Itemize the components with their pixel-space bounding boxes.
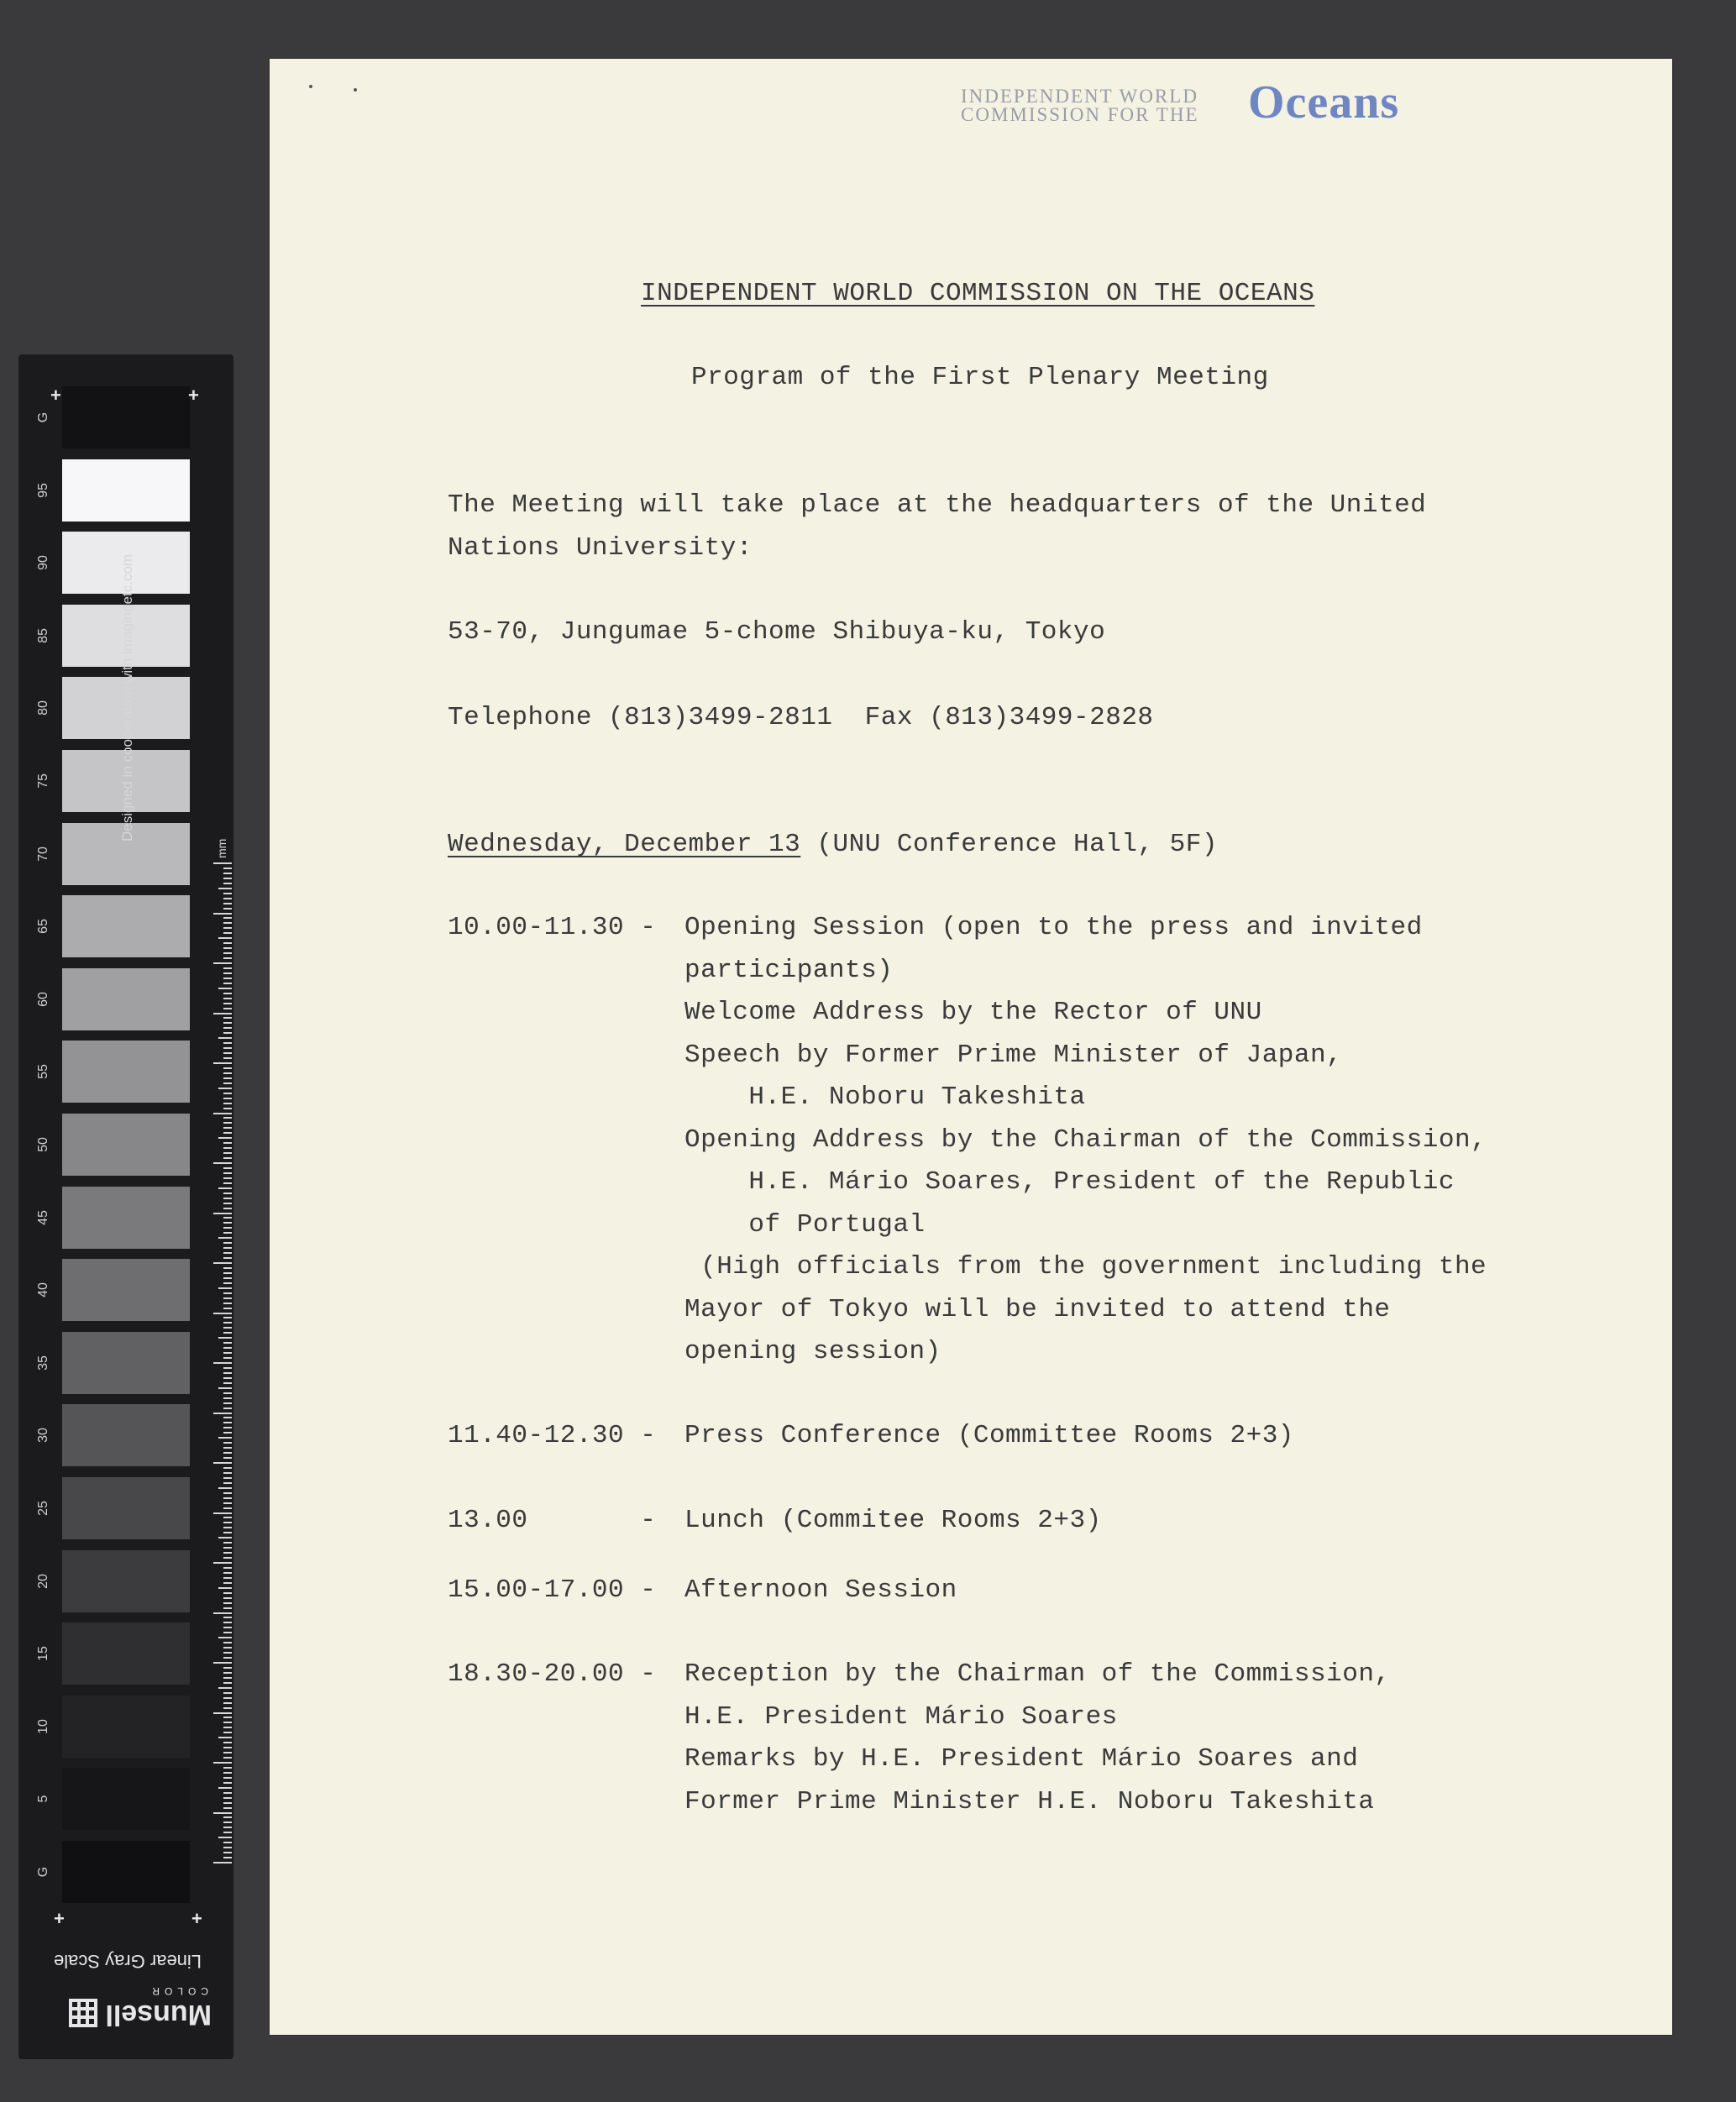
ruler-tick	[223, 1672, 232, 1674]
ruler-tick	[223, 1157, 232, 1159]
ruler-tick	[223, 1067, 232, 1069]
gray-scale-label: 35	[36, 1355, 50, 1371]
ruler-tick	[223, 1742, 232, 1743]
ruler-tick	[223, 1772, 232, 1774]
ruler-tick	[223, 1842, 232, 1843]
ruler-tick	[223, 1767, 232, 1769]
address: 53-70, Jungumae 5-chome Shibuya-ku, Tokyo	[448, 617, 1106, 647]
ruler-tick	[223, 1198, 232, 1199]
ruler-tick	[218, 937, 232, 939]
ruler-tick	[223, 1452, 232, 1454]
ruler-tick	[223, 1647, 232, 1649]
schedule-line: Press Conference (Committee Rooms 2+3)	[684, 1421, 1294, 1450]
ruler-tick	[223, 1502, 232, 1504]
schedule-line: H.E. Noboru Takeshita	[684, 1082, 1086, 1112]
day-venue: (UNU Conference Hall, 5F)	[800, 830, 1218, 859]
ruler-tick	[223, 1177, 232, 1179]
ruler-tick	[223, 1557, 232, 1559]
ruler-tick	[223, 1747, 232, 1748]
ruler-tick	[223, 1777, 232, 1779]
ruler-tick	[218, 1337, 232, 1339]
ruler-tick	[223, 932, 232, 934]
gray-scale-label: 50	[36, 1137, 50, 1152]
ruler-tick	[223, 993, 232, 994]
gray-scale-label: 95	[36, 482, 50, 498]
ruler-tick	[223, 1442, 232, 1444]
ruler-tick	[223, 1392, 232, 1394]
letterhead-oceans: Oceans	[1248, 76, 1400, 128]
gray-patch	[62, 1041, 190, 1103]
scale-name: Linear Gray Scale	[53, 1951, 202, 1972]
ruler-tick	[223, 1172, 232, 1174]
gray-patch	[62, 895, 190, 957]
gray-patch	[62, 1841, 190, 1903]
ruler-tick	[213, 962, 232, 964]
ruler-tick	[213, 1313, 232, 1314]
ruler-tick	[223, 1232, 232, 1234]
ruler-tick	[223, 868, 232, 869]
schedule-line: Former Prime Minister H.E. Noboru Takeshita	[684, 1786, 1375, 1816]
ruler-tick	[213, 862, 232, 864]
ruler-tick	[213, 1612, 232, 1614]
ruler-tick	[223, 917, 232, 919]
ruler-tick	[223, 1582, 232, 1584]
ruler-tick	[223, 1472, 232, 1474]
ruler-tick	[223, 1203, 232, 1204]
ruler-tick	[223, 927, 232, 929]
ruler-tick	[223, 1707, 232, 1709]
ruler-tick	[223, 1322, 232, 1324]
ruler-tick	[223, 1607, 232, 1609]
ruler-tick	[223, 1247, 232, 1249]
ruler-tick	[218, 888, 232, 889]
schedule-line: Opening Address by the Chairman of the Commission,	[684, 1124, 1487, 1155]
day-date: Wednesday, December 13	[448, 830, 801, 859]
ruler-tick	[223, 1517, 232, 1518]
ruler-tick	[223, 1317, 232, 1318]
mm-ruler	[213, 862, 232, 1866]
ruler-tick	[223, 1417, 232, 1418]
ruler-tick	[213, 1362, 232, 1364]
ruler-tick	[223, 1193, 232, 1194]
ruler-tick	[223, 1722, 232, 1723]
ruler-tick	[223, 1027, 232, 1029]
ruler-tick	[218, 1137, 232, 1139]
ruler-tick	[218, 1088, 232, 1089]
gray-patch	[62, 968, 190, 1030]
gray-patch	[62, 1622, 190, 1685]
paper-speck	[354, 88, 357, 92]
ruler-tick	[223, 1402, 232, 1404]
ruler-tick	[223, 1832, 232, 1833]
ruler-tick	[223, 903, 232, 904]
schedule-line: H.E. President Mário Soares	[684, 1701, 1118, 1732]
ruler-tick	[223, 1382, 232, 1384]
ruler-tick	[223, 1347, 232, 1349]
schedule-line: Afternoon Session	[684, 1575, 957, 1605]
ruler-tick	[223, 898, 232, 899]
ruler-tick	[223, 983, 232, 984]
schedule-time: 10.00-11.30 -	[448, 913, 657, 942]
ruler-tick	[223, 1082, 232, 1084]
ruler-tick	[223, 1292, 232, 1294]
ruler-tick	[223, 1727, 232, 1728]
ruler-tick	[223, 1093, 232, 1094]
gray-scale-label: G	[36, 1866, 50, 1878]
ruler-tick	[213, 1512, 232, 1514]
ruler-tick	[223, 1032, 232, 1034]
schedule-time: 11.40-12.30 -	[448, 1421, 657, 1450]
ruler-tick	[223, 978, 232, 979]
document-subtitle: Program of the First Plenary Meeting	[691, 363, 1269, 392]
ruler-tick	[223, 1407, 232, 1409]
ruler-tick	[223, 947, 232, 949]
ruler-tick	[223, 1217, 232, 1219]
ruler-tick	[223, 1447, 232, 1449]
registration-mark: +	[191, 1908, 202, 1929]
ruler-tick	[223, 1047, 232, 1049]
ruler-tick	[223, 1303, 232, 1304]
ruler-tick	[213, 913, 232, 915]
schedule-time: 18.30-20.00 -	[448, 1659, 657, 1689]
ruler-tick	[223, 1567, 232, 1569]
ruler-tick	[213, 1812, 232, 1814]
ruler-tick	[223, 1782, 232, 1784]
ruler-tick	[223, 1492, 232, 1494]
ruler-tick	[223, 1542, 232, 1544]
gray-patch	[62, 1477, 190, 1539]
gray-scale-label: 15	[36, 1646, 50, 1662]
gray-patch	[62, 1259, 190, 1321]
ruler-tick	[223, 1622, 232, 1623]
munsell-brand	[69, 1984, 212, 2034]
ruler-tick	[223, 998, 232, 999]
designed-by-text: Designed in cooperation with imagingetc.com	[119, 553, 135, 841]
gray-patch	[62, 1696, 190, 1758]
ruler-tick	[223, 1802, 232, 1804]
document-title: INDEPENDENT WORLD COMMISSION ON THE OCEANS	[641, 279, 1315, 308]
gray-scale-label: 10	[36, 1718, 50, 1734]
ruler-tick	[213, 1013, 232, 1014]
ruler-tick	[223, 1077, 232, 1079]
ruler-tick	[223, 1342, 232, 1344]
ruler-tick	[223, 1477, 232, 1479]
ruler-tick	[223, 1367, 232, 1369]
ruler-tick	[218, 1387, 232, 1389]
schedule-line: participants)	[684, 955, 894, 985]
gray-patch	[62, 386, 190, 448]
ruler-tick	[223, 1208, 232, 1209]
schedule-line: Welcome Address by the Rector of UNU	[684, 998, 1262, 1027]
ruler-tick	[213, 1062, 232, 1064]
ruler-tick	[223, 1297, 232, 1299]
gray-scale-label: 30	[36, 1428, 50, 1444]
ruler-tick	[223, 1552, 232, 1554]
ruler-tick	[223, 1532, 232, 1533]
ruler-tick	[223, 1108, 232, 1109]
letterhead-line-1: INDEPENDENT WORLD	[961, 86, 1198, 107]
ruler-tick	[223, 1152, 232, 1154]
ruler-tick	[223, 1827, 232, 1828]
ruler-tick	[223, 1682, 232, 1684]
gray-scale-label: 5	[36, 1795, 50, 1803]
ruler-tick	[218, 1487, 232, 1489]
ruler-tick	[223, 1127, 232, 1129]
brand-name: Munsell	[105, 1999, 212, 2031]
gray-patch	[62, 1332, 190, 1394]
gray-patch	[62, 1187, 190, 1249]
gray-scale-label: 25	[36, 1501, 50, 1516]
munsell-logo-icon	[69, 1999, 97, 2027]
ruler-tick	[223, 1377, 232, 1379]
ruler-tick	[218, 1787, 232, 1789]
phone-fax: Telephone (813)3499-2811 Fax (813)3499-2828	[448, 703, 1154, 732]
letterhead-line-2: COMMISSION FOR THE	[961, 104, 1199, 125]
ruler-tick	[223, 1792, 232, 1794]
ruler-tick	[223, 1642, 232, 1643]
ruler-tick	[223, 1022, 232, 1024]
ruler-tick	[223, 1497, 232, 1499]
gray-patch	[62, 1114, 190, 1176]
ruler-tick	[223, 1072, 232, 1074]
gray-scale-label: 75	[36, 773, 50, 789]
ruler-tick	[223, 1103, 232, 1104]
mm-label: mm	[215, 838, 228, 858]
ruler-tick	[223, 1432, 232, 1434]
ruler-tick	[223, 1252, 232, 1254]
ruler-tick	[223, 1167, 232, 1169]
ruler-tick	[223, 1098, 232, 1099]
ruler-tick	[223, 1657, 232, 1659]
ruler-tick	[213, 1262, 232, 1264]
gray-patch	[62, 1768, 190, 1830]
ruler-tick	[223, 1602, 232, 1604]
ruler-tick	[223, 1852, 232, 1853]
ruler-tick	[223, 1857, 232, 1858]
gray-patch	[62, 459, 190, 522]
ruler-tick	[223, 1372, 232, 1374]
ruler-tick	[213, 1762, 232, 1764]
ruler-tick	[223, 942, 232, 944]
ruler-tick	[223, 1352, 232, 1354]
ruler-tick	[223, 1667, 232, 1669]
ruler-tick	[223, 1182, 232, 1184]
ruler-tick	[223, 1008, 232, 1009]
ruler-tick	[223, 952, 232, 954]
schedule-line: (High officials from the government including the	[684, 1252, 1487, 1282]
ruler-tick	[223, 1816, 232, 1818]
schedule-line: Speech by Former Prime Minister of Japan,	[684, 1040, 1343, 1070]
ruler-tick	[223, 1507, 232, 1509]
gray-scale-label: 60	[36, 991, 50, 1007]
gray-scale-label: 70	[36, 846, 50, 862]
ruler-tick	[218, 1687, 232, 1689]
paper-speck	[309, 85, 312, 88]
ruler-tick	[223, 1457, 232, 1459]
schedule-line: Lunch (Commitee Rooms 2+3)	[684, 1506, 1102, 1535]
schedule-line: opening session)	[684, 1337, 941, 1366]
ruler-tick	[213, 1712, 232, 1714]
day-heading	[448, 830, 1218, 859]
ruler-tick	[223, 1357, 232, 1359]
gray-scale-label: 85	[36, 627, 50, 643]
intro-line-2: Nations University:	[448, 533, 753, 563]
registration-mark: +	[54, 1908, 65, 1929]
ruler-tick	[218, 1437, 232, 1439]
brand-sub: COLOR	[147, 1985, 208, 1997]
ruler-tick	[223, 1807, 232, 1809]
ruler-tick	[223, 1142, 232, 1144]
ruler-tick	[223, 1122, 232, 1124]
ruler-tick	[223, 1677, 232, 1679]
ruler-tick	[213, 1113, 232, 1114]
ruler-tick	[223, 1572, 232, 1574]
ruler-tick	[223, 1757, 232, 1759]
schedule-line: Remarks by H.E. President Mário Soares and	[684, 1744, 1359, 1774]
gray-scale-label: 20	[36, 1573, 50, 1589]
ruler-tick	[223, 1272, 232, 1274]
ruler-tick	[223, 1052, 232, 1054]
ruler-tick	[218, 1837, 232, 1838]
ruler-tick	[223, 1227, 232, 1229]
schedule-time: 15.00-17.00 -	[448, 1575, 657, 1605]
ruler-tick	[223, 1522, 232, 1523]
ruler-tick	[218, 1287, 232, 1289]
ruler-tick	[223, 1308, 232, 1309]
ruler-tick	[218, 988, 232, 989]
schedule-line: Opening Session (open to the press and invited	[684, 913, 1423, 942]
ruler-tick	[223, 1592, 232, 1594]
ruler-tick	[223, 1332, 232, 1334]
ruler-tick	[223, 1822, 232, 1823]
ruler-tick	[223, 1003, 232, 1004]
ruler-tick	[218, 1637, 232, 1638]
ruler-tick	[223, 1242, 232, 1244]
ruler-tick	[223, 1017, 232, 1019]
ruler-tick	[223, 1797, 232, 1799]
ruler-tick	[213, 1413, 232, 1414]
schedule-line: Mayor of Tokyo will be invited to attend the	[684, 1294, 1391, 1324]
ruler-tick	[223, 972, 232, 974]
ruler-tick	[223, 1732, 232, 1733]
ruler-tick	[213, 1562, 232, 1564]
ruler-tick	[213, 1162, 232, 1164]
ruler-tick	[223, 1632, 232, 1633]
registration-mark: +	[188, 385, 199, 406]
ruler-tick	[223, 1652, 232, 1654]
ruler-tick	[218, 1587, 232, 1589]
ruler-tick	[213, 1662, 232, 1664]
ruler-tick	[218, 1187, 232, 1189]
ruler-tick	[223, 878, 232, 879]
ruler-tick	[223, 1692, 232, 1694]
gray-scale-label: 90	[36, 555, 50, 571]
ruler-tick	[223, 1482, 232, 1484]
ruler-tick	[223, 1277, 232, 1279]
ruler-tick	[223, 1282, 232, 1284]
gray-scale-label: 80	[36, 700, 50, 716]
ruler-tick	[213, 1462, 232, 1464]
registration-mark: +	[50, 385, 61, 406]
ruler-tick	[223, 1752, 232, 1753]
ruler-tick	[223, 1547, 232, 1549]
gray-scale-label: G	[36, 411, 50, 423]
ruler-tick	[223, 1847, 232, 1848]
ruler-tick	[223, 1222, 232, 1224]
ruler-tick	[223, 957, 232, 959]
ruler-tick	[213, 1213, 232, 1214]
gray-scale-strip	[18, 354, 233, 2059]
ruler-tick	[223, 873, 232, 874]
schedule-line: H.E. Mário Soares, President of the Republic	[684, 1167, 1455, 1197]
intro-line-1: The Meeting will take place at the headquarters of the United	[448, 490, 1427, 520]
ruler-tick	[218, 1237, 232, 1239]
ruler-tick	[223, 1117, 232, 1119]
ruler-tick	[218, 1037, 232, 1039]
ruler-tick	[218, 1737, 232, 1738]
gray-patch	[62, 1404, 190, 1466]
ruler-tick	[223, 1397, 232, 1399]
ruler-tick	[223, 1702, 232, 1704]
ruler-tick	[223, 1717, 232, 1718]
ruler-tick	[223, 922, 232, 924]
gray-patch	[62, 1550, 190, 1612]
ruler-tick	[223, 967, 232, 969]
schedule-time: 13.00 -	[448, 1506, 657, 1535]
ruler-tick	[223, 1617, 232, 1618]
ruler-tick	[223, 1147, 232, 1149]
document-page	[270, 59, 1672, 2035]
gray-scale-label: 55	[36, 1064, 50, 1080]
ruler-tick	[223, 1697, 232, 1699]
schedule-line: of Portugal	[684, 1209, 926, 1240]
ruler-tick	[223, 1597, 232, 1599]
ruler-tick	[213, 1862, 232, 1863]
gray-scale-label: 65	[36, 919, 50, 935]
ruler-tick	[223, 1132, 232, 1134]
ruler-tick	[223, 1627, 232, 1628]
ruler-tick	[223, 1257, 232, 1259]
ruler-tick	[223, 1527, 232, 1528]
schedule-line: Reception by the Chairman of the Commission,	[684, 1659, 1391, 1689]
ruler-tick	[223, 893, 232, 894]
gray-scale-label: 40	[36, 1282, 50, 1298]
gray-scale-label: 45	[36, 1209, 50, 1225]
ruler-tick	[223, 1057, 232, 1059]
ruler-tick	[223, 1042, 232, 1044]
ruler-tick	[223, 1422, 232, 1423]
ruler-tick	[223, 908, 232, 909]
ruler-tick	[218, 1537, 232, 1538]
ruler-tick	[223, 883, 232, 884]
ruler-tick	[223, 1267, 232, 1269]
ruler-tick	[223, 1427, 232, 1428]
ruler-tick	[223, 1577, 232, 1579]
ruler-tick	[223, 1467, 232, 1469]
ruler-tick	[223, 1327, 232, 1329]
